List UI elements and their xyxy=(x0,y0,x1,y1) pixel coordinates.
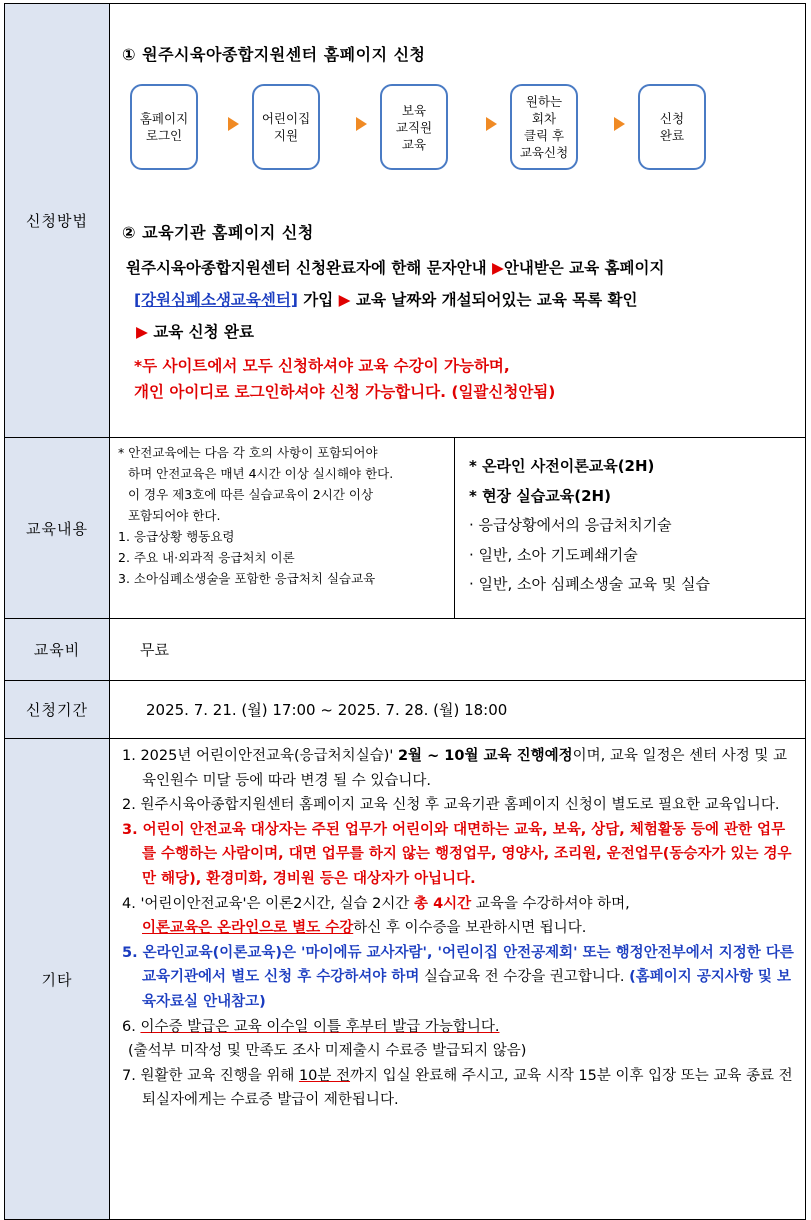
content-line: 3. 소아심폐소생술을 포함한 응급처치 실습교육 xyxy=(118,571,376,586)
step-box xyxy=(510,84,578,170)
note-text: 교육을 수강하셔야 하며, xyxy=(471,895,630,912)
note-5 xyxy=(122,941,797,1015)
content-item: · 일반, 소아 기도폐쇄기술 xyxy=(469,545,638,564)
note-text: 6. xyxy=(122,1018,141,1035)
note-1 xyxy=(122,744,797,793)
instruction-text: 교육 날짜와 개설되어있는 교육 목록 확인 xyxy=(350,291,638,309)
arrow-right-icon xyxy=(228,117,239,131)
etc-content xyxy=(110,739,805,1219)
online-theory-heading: * 온라인 사전이론교육(2H) xyxy=(469,457,655,475)
content-split xyxy=(110,438,805,618)
step-box xyxy=(638,84,706,170)
note-text-bold: 2월 ~ 10월 교육 진행예정 xyxy=(397,748,573,764)
content-item: · 일반, 소아 심폐소생술 교육 및 실습 xyxy=(469,575,711,593)
content-left xyxy=(110,438,455,618)
info-table xyxy=(4,3,806,1220)
cpr-center-link[interactable]: [강원심폐소생교육센터] xyxy=(134,291,298,309)
content-line: 하며 안전교육은 매년 4시간 이상 실시해야 한다. xyxy=(128,466,394,481)
triangle-right-icon: ▶ xyxy=(491,259,504,277)
step-label: 보육 교직원 교육 xyxy=(395,102,433,152)
content-item: · 응급상황에서의 응급처치기술 xyxy=(469,516,672,534)
instruction-line-2 xyxy=(134,288,638,310)
note-2: 2. 원주시육아종합지원센터 홈페이지 교육 신청 후 교육기관 홈페이지 신청이 별도로 필요한 교육입니다. xyxy=(122,797,780,814)
step-box xyxy=(130,84,198,170)
label-fee: 교육비 xyxy=(5,619,110,681)
note-text: 7. 원활한 교육 진행을 위해 xyxy=(122,1067,299,1084)
label-etc: 기타 xyxy=(5,739,110,1220)
note-text: 실습교육 전 수강을 권고합니다. xyxy=(419,969,630,986)
arrow-right-icon xyxy=(614,117,625,131)
content-right xyxy=(455,438,805,618)
instruction-text: 원주시육아종합지원센터 신청완료자에 한해 문자안내 xyxy=(126,259,492,277)
process-flow xyxy=(130,84,710,174)
instruction-text: 안내받은 교육 홈페이지 xyxy=(503,259,665,277)
step-label: 어린이집 지원 xyxy=(261,111,311,143)
label-content: 교육내용 xyxy=(5,438,110,619)
step-label: 홈페이지 로그인 xyxy=(139,111,189,143)
method-content xyxy=(110,4,805,437)
step-box xyxy=(380,84,448,170)
instruction-line-3 xyxy=(136,320,254,342)
note-3: 3. 어린이 안전교육 대상자는 주된 업무가 어린이와 대면하는 교육, 보육, 상담, 체험활동 등에 관한 업무를 수행하는 사람이며, 대면 업무를 하지 않는 행정업무, 영양사, 조리원, 운전업무(동승자가 있는 경우만 해당), 환경미화, 경비원 등은 대상자가 아닙니다. xyxy=(122,821,792,887)
note-text: 1. 2025년 어린이안전교육(응급처치실습)' xyxy=(122,748,398,764)
instruction-text: 교육 신청 완료 xyxy=(147,323,254,341)
content-line: * 안전교육에는 다음 각 호의 사항이 포함되어야 xyxy=(118,445,378,460)
instruction-text: 가입 xyxy=(297,291,339,309)
content-line: 이 경우 제3호에 따른 실습교육이 2시간 이상 xyxy=(128,487,374,502)
warning-line-1: *두 사이트에서 모두 신청하셔야 교육 수강이 가능하며, xyxy=(134,357,510,375)
note-text: 이며, 교육 일정은 센터 사정 및 교육인원수 미달 등에 따라 변경 될 수 있습니다. xyxy=(142,748,787,789)
field-practice-heading: * 현장 실습교육(2H) xyxy=(469,486,611,505)
label-method: 신청방법 xyxy=(5,4,110,438)
note-7 xyxy=(122,1064,797,1113)
step-label: 신청 완료 xyxy=(659,111,685,143)
arrow-right-icon xyxy=(486,117,497,131)
arrow-right-icon xyxy=(356,117,367,131)
note-text: 까지 입실 완료해 주시고, 교육 시작 15분 이후 입장 또는 교육 종료 전 퇴실자에게는 수료증 발급이 제한됩니다. xyxy=(142,1067,793,1109)
note-text: 하신 후 이수증을 보관하시면 됩니다. xyxy=(353,920,587,937)
note-text: 이수증 발급은 교육 이수일 이틀 후부터 발급 가능합니다. xyxy=(140,1018,500,1035)
content-line: 2. 주요 내·외과적 응급처치 이론 xyxy=(118,550,295,565)
triangle-right-icon: ▶ xyxy=(136,323,148,341)
content-line: 1. 응급상황 행동요령 xyxy=(118,529,235,544)
section2-title: ② 교육기관 홈페이지 신청 xyxy=(122,223,314,242)
note-6 xyxy=(122,1015,797,1040)
note-4 xyxy=(122,892,797,941)
label-period: 신청기간 xyxy=(5,681,110,739)
note-6-sub: (출석부 미작성 및 만족도 조사 미제출시 수료증 발급되지 않음) xyxy=(128,1043,527,1060)
instruction-line-1 xyxy=(126,256,664,278)
triangle-right-icon: ▶ xyxy=(338,291,351,309)
step-box xyxy=(252,84,320,170)
content-line: 포함되어야 한다. xyxy=(128,508,221,523)
section1-title: ① 원주시육아종합지원센터 홈페이지 신청 xyxy=(122,45,426,64)
period-value: 2025. 7. 21. (월) 17:00 ~ 2025. 7. 28. (월) 18:00 xyxy=(110,681,806,739)
note-text: 4. '어린이안전교육'은 이론2시간, 실습 2시간 xyxy=(122,895,415,912)
warning-line-2: 개인 아이디로 로그인하셔야 신청 가능합니다. (일괄신청안됨) xyxy=(134,383,556,401)
step-label: 원하는 회차 클릭 후 교육신청 xyxy=(519,94,569,160)
note-text: 10분 전 xyxy=(298,1067,351,1084)
fee-value: 무료 xyxy=(110,619,806,681)
note-text-red: 총 4시간 xyxy=(414,895,472,912)
note-text-blue: (홈페이지 공지사항 및 보육자료실 안내참고) xyxy=(142,969,791,1010)
note-text-blue: 5. 온라인교육(이론교육)은 '마이에듀 교사자람', '어린이집 안전공제회' 또는 행정안전부에서 지정한 다른 교육기관에서 별도 신청 후 수강하셔야 하며 xyxy=(122,944,794,986)
note-text-red: 이론교육은 온라인으로 별도 수강 xyxy=(142,920,354,937)
